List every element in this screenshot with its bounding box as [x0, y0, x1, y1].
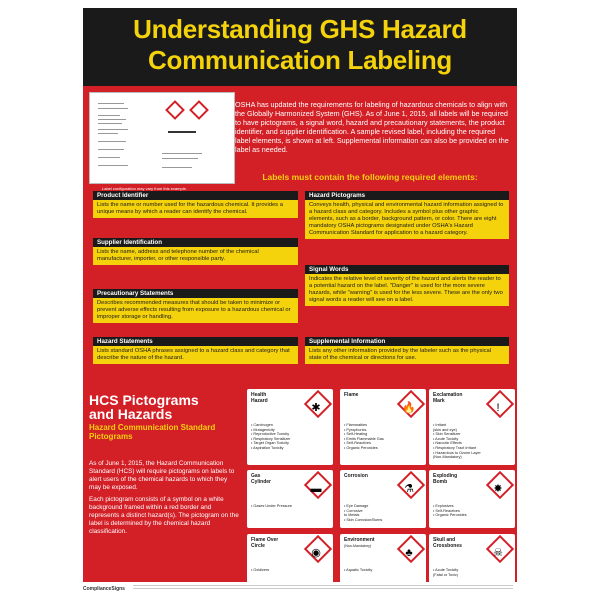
hazard-list-item: (Non-Mandatory) — [433, 455, 462, 460]
hazard-list-item: • Skin Corrosion/Burns — [344, 517, 383, 522]
hazard-list-item: • Irritant — [433, 423, 447, 427]
pictogram-card — [247, 389, 333, 465]
hazard-list-item: • Organic Peroxides — [433, 513, 467, 518]
pictogram-subnote: (Non-Mandatory) — [344, 544, 372, 548]
pictogram-card — [247, 470, 333, 528]
pictogram-symbol: ✱ — [311, 402, 321, 414]
pictogram-symbol: ! — [496, 402, 500, 414]
pictogram-symbol: ☠ — [493, 547, 503, 559]
hazard-list — [251, 504, 292, 509]
element-box-supplier-identification — [93, 238, 298, 265]
element-body: Indicates the relative level of severity of the hazard and alerts the reader to a potential hazard on the label. "Danger" is used for the more severe hazards, while "warning" is used for the less severe. These are the only two signal words a reader will see on a label. — [305, 274, 509, 306]
hazard-list-item: • Acute Toxicity — [433, 568, 459, 572]
intro-text: OSHA has updated the requirements for labeling of hazardous chemicals to align with the Globally Harmonized System (GHS). As of June 1, 2015, all labels will be required to have pictograms, a signal word, hazard and precautionary statements, the product identifier, and supplier identification. A sample revised label, including the required label elements, is shown at left. Supplemental information can also be provided on the label as needed. — [235, 100, 509, 154]
element-body: Conveys health, physical and environmental hazard information assigned to a hazard class and category. Includes a symbol plus other graphic elements, such as a border, background pattern, or color. There are eight mandatory OSHA pictograms designated under OSHA's Hazard Communication Standard for application to a hazard category. — [305, 200, 509, 239]
hazard-list-item: • Oxidizers — [251, 568, 270, 572]
hazard-list-item: • Aquatic Toxicity — [344, 568, 373, 572]
element-box-supplemental-information — [305, 337, 509, 364]
element-box-hazard-pictograms — [305, 191, 509, 239]
element-head: Product Identifier — [93, 191, 298, 200]
pictogram-card — [429, 534, 515, 586]
element-head: Hazard Pictograms — [305, 191, 509, 200]
hazard-list-item: • Flammables — [344, 423, 368, 427]
sample-health-icon — [165, 100, 185, 120]
pictogram-symbol: ⚗ — [404, 483, 414, 495]
hcs-paragraph-1: As of June 1, 2015, the Hazard Communication Standard (HCS) will require pictograms on labels to alert users of the chemical hazards to which they may be exposed. — [89, 460, 235, 491]
hazard-list-item: • Target Organ Toxicity — [251, 441, 289, 446]
sample-label-image — [89, 92, 235, 184]
hcs-title-line-2: and Hazards — [89, 406, 173, 422]
hazard-list-item: • Corrosive — [344, 508, 363, 513]
pictogram-card — [340, 534, 426, 586]
pictogram-symbol: ♣ — [405, 547, 413, 559]
element-box-product-identifier — [93, 191, 298, 218]
pictogram-name: Environment — [344, 537, 375, 543]
hazard-list-item: • Hazardous to Ozone Layer — [433, 450, 481, 455]
hcs-paragraph-2: Each pictogram consists of a symbol on a white background framed within a red border and represents a distinct hazard(s). The pictogram on the label is determined by the chemical hazard classification. — [89, 496, 239, 535]
pictogram-name: Exclamation Mark — [433, 392, 463, 404]
pictogram-name: Health Hazard — [251, 392, 268, 404]
footer — [83, 584, 517, 598]
title-bar — [83, 8, 517, 86]
hazard-list-item: • Pyrophorics — [344, 427, 367, 432]
element-body: Lists the name or number used for the hazardous chemical. It provides a unique means by which a reader can identify the chemical. — [93, 200, 298, 218]
hazard-list-item: • Mutagenicity — [251, 427, 275, 432]
hazard-list-item: (skin and eye) — [433, 427, 457, 432]
hcs-title-line-1: HCS Pictograms — [89, 392, 199, 408]
page-title — [83, 14, 517, 76]
hazard-list-item: • Self-Reactives — [344, 441, 371, 446]
element-body: Describes recommended measures that should be taken to minimize or prevent adverse effects resulting from exposure to a hazardous chemical or improper storage or handling. — [93, 298, 298, 323]
hazard-list-item: • Respiratory Sensitizer — [251, 436, 291, 441]
element-head: Supplemental Information — [305, 337, 509, 346]
hazard-list-item: • Aspiration Toxicity — [251, 445, 284, 450]
hazard-list — [344, 504, 382, 522]
sample-flame-icon — [189, 100, 209, 120]
pictogram-name: Corrosion — [344, 473, 368, 479]
hazard-list-item: • Explosives — [433, 504, 454, 508]
hazard-list-item: • Reproductive Toxicity — [251, 432, 290, 437]
pictogram-symbol: ✸ — [493, 483, 503, 495]
hazard-list-item: • Emits Flammable Gas — [344, 436, 384, 441]
hazard-list-item: • Skin Sensitizer — [433, 432, 461, 437]
element-body: Lists standard OSHA phrases assigned to a hazard class and category that describe the nature of the hazard. — [93, 346, 298, 364]
element-box-precautionary-statements — [93, 289, 298, 323]
pictogram-name: Flame — [344, 392, 359, 398]
pictogram-name: Exploding Bomb — [433, 473, 458, 485]
pictogram-name: Flame Over Circle — [251, 537, 279, 549]
hazard-list-item: • Narcotic Effects — [433, 441, 462, 446]
hazard-list — [251, 568, 269, 573]
hcs-text — [89, 460, 239, 540]
title-line-1: Understanding GHS Hazard — [133, 14, 467, 44]
hazard-list-item: (Fatal or Toxic) — [433, 572, 459, 577]
hazard-list-item: to Metals — [344, 513, 360, 518]
pictogram-symbol: 🔥 — [402, 402, 416, 414]
hazard-list-item: • Organic Peroxides — [344, 445, 378, 450]
element-head: Signal Words — [305, 265, 509, 274]
element-box-hazard-statements — [93, 337, 298, 364]
hazard-list — [433, 504, 467, 518]
hcs-title — [89, 393, 199, 421]
hazard-list — [344, 423, 384, 451]
hazard-list — [251, 423, 291, 451]
fine-print-line — [133, 588, 513, 589]
pictogram-card — [429, 389, 515, 465]
pictogram-symbol: ▬ — [310, 483, 322, 495]
element-head: Precautionary Statements — [93, 289, 298, 298]
hazard-list-item: • Eye Damage — [344, 504, 369, 508]
element-head: Hazard Statements — [93, 337, 298, 346]
sample-caption: Label configuration may vary from this example. — [102, 186, 187, 191]
pictogram-symbol: ◉ — [311, 547, 321, 559]
element-head: Supplier Identification — [93, 238, 298, 247]
pictogram-card — [247, 534, 333, 586]
required-elements-heading: Labels must contain the following required elements: — [262, 172, 478, 182]
hazard-list — [433, 568, 458, 577]
element-body: Lists the name, address and telephone number of the chemical manufacturer, importer, or other responsible party. — [93, 247, 298, 265]
fine-print-line — [133, 585, 513, 586]
hazard-list-item: • Acute Toxicity — [433, 436, 459, 441]
pictogram-card — [340, 389, 426, 465]
pictogram-card — [340, 470, 426, 528]
hazard-list-item: • Carcinogen — [251, 423, 273, 427]
element-box-signal-words — [305, 265, 509, 306]
pictogram-name: Gas Cylinder — [251, 473, 272, 485]
hazard-list — [433, 423, 481, 460]
element-body: Lists any other information provided by the labeler such as the physical state of the chemical or directions for use. — [305, 346, 509, 364]
sample-signal-word — [168, 131, 196, 133]
hazard-list-item: • Respiratory Tract Irritant — [433, 445, 477, 450]
hazard-list-item: • Self-Heating — [344, 432, 368, 437]
hazard-list-item: • Gases Under Pressure — [251, 504, 293, 508]
footer-brand: ComplianceSigns — [83, 586, 125, 592]
poster — [75, 0, 525, 600]
hazard-list — [344, 568, 372, 573]
hazard-list-item: • Self-Reactives — [433, 508, 460, 513]
title-line-2: Communication Labeling — [148, 45, 452, 75]
pictogram-name: Skull and Crossbones — [433, 537, 462, 549]
hcs-subtitle: Hazard Communication Standard Pictograms — [89, 423, 216, 441]
pictogram-card — [429, 470, 515, 528]
